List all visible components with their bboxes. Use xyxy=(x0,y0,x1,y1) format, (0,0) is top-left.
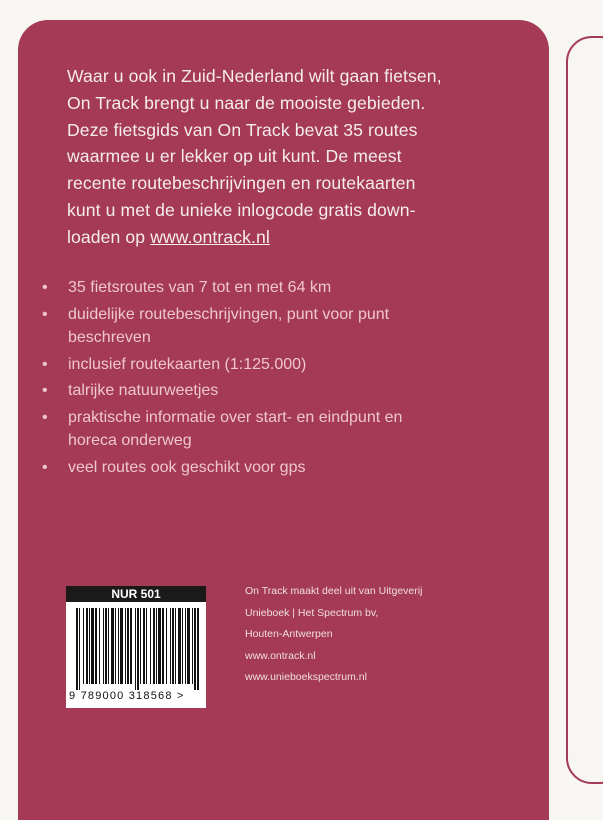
barcode-digits: 9 789000 318568 > xyxy=(69,690,185,702)
spine-edge-frame xyxy=(566,36,603,784)
intro-line: kunt u met de unieke inlogcode gratis down- xyxy=(67,199,416,220)
publisher-line: Houten-Antwerpen xyxy=(245,628,333,640)
bullet-icon: • xyxy=(42,458,48,476)
publisher-website-link[interactable]: www.unieboekspectrum.nl xyxy=(245,671,367,683)
intro-line: On Track brengt u naar de mooiste gebieden. xyxy=(67,92,426,113)
website-link[interactable]: www.ontrack.nl xyxy=(150,226,270,247)
feature-item xyxy=(42,406,542,453)
feature-item xyxy=(42,353,542,377)
intro-line: waarmee u er lekker op uit kunt. De meest xyxy=(67,146,402,167)
feature-text: praktische informatie over start- en eindpunt en xyxy=(68,408,403,426)
bullet-icon: • xyxy=(42,382,48,399)
intro-paragraph xyxy=(67,63,537,251)
publisher-line: Unieboek | Het Spectrum bv, xyxy=(245,606,379,619)
feature-list xyxy=(42,276,542,482)
feature-item xyxy=(42,276,542,300)
bullet-icon: • xyxy=(42,408,48,426)
bullet-icon: • xyxy=(42,279,48,296)
feature-item xyxy=(42,303,542,350)
feature-text-continued: beschreven xyxy=(68,329,151,346)
feature-item xyxy=(42,379,542,403)
intro-line xyxy=(67,224,537,251)
nur-label: NUR 501 xyxy=(66,586,206,602)
feature-text: duidelijke routebeschrijvingen, punt voor punt xyxy=(68,305,390,323)
intro-line: recente routebeschrijvingen en routekaarten xyxy=(67,173,416,194)
feature-text: veel routes ook geschikt voor gps xyxy=(68,458,306,476)
intro-line-prefix: loaden op xyxy=(67,226,151,247)
feature-text-continued: horeca onderweg xyxy=(68,432,192,449)
feature-text: 35 fietsroutes van 7 tot en met 64 km xyxy=(68,279,332,296)
feature-text: talrijke natuurweetjes xyxy=(68,382,219,399)
bullet-icon: • xyxy=(42,305,48,323)
feature-item xyxy=(42,456,542,480)
bullet-icon: • xyxy=(42,355,48,373)
barcode-block xyxy=(66,586,206,708)
publisher-line: On Track maakt deel uit van Uitgeverij xyxy=(245,585,423,597)
intro-line: Deze fietsgids van On Track bevat 35 routes xyxy=(67,119,418,140)
feature-text: inclusief routekaarten (1:125.000) xyxy=(68,355,307,373)
publisher-info xyxy=(245,581,422,689)
intro-line: Waar u ook in Zuid-Nederland wilt gaan fietsen, xyxy=(67,66,442,86)
publisher-website-link[interactable]: www.ontrack.nl xyxy=(245,649,316,662)
